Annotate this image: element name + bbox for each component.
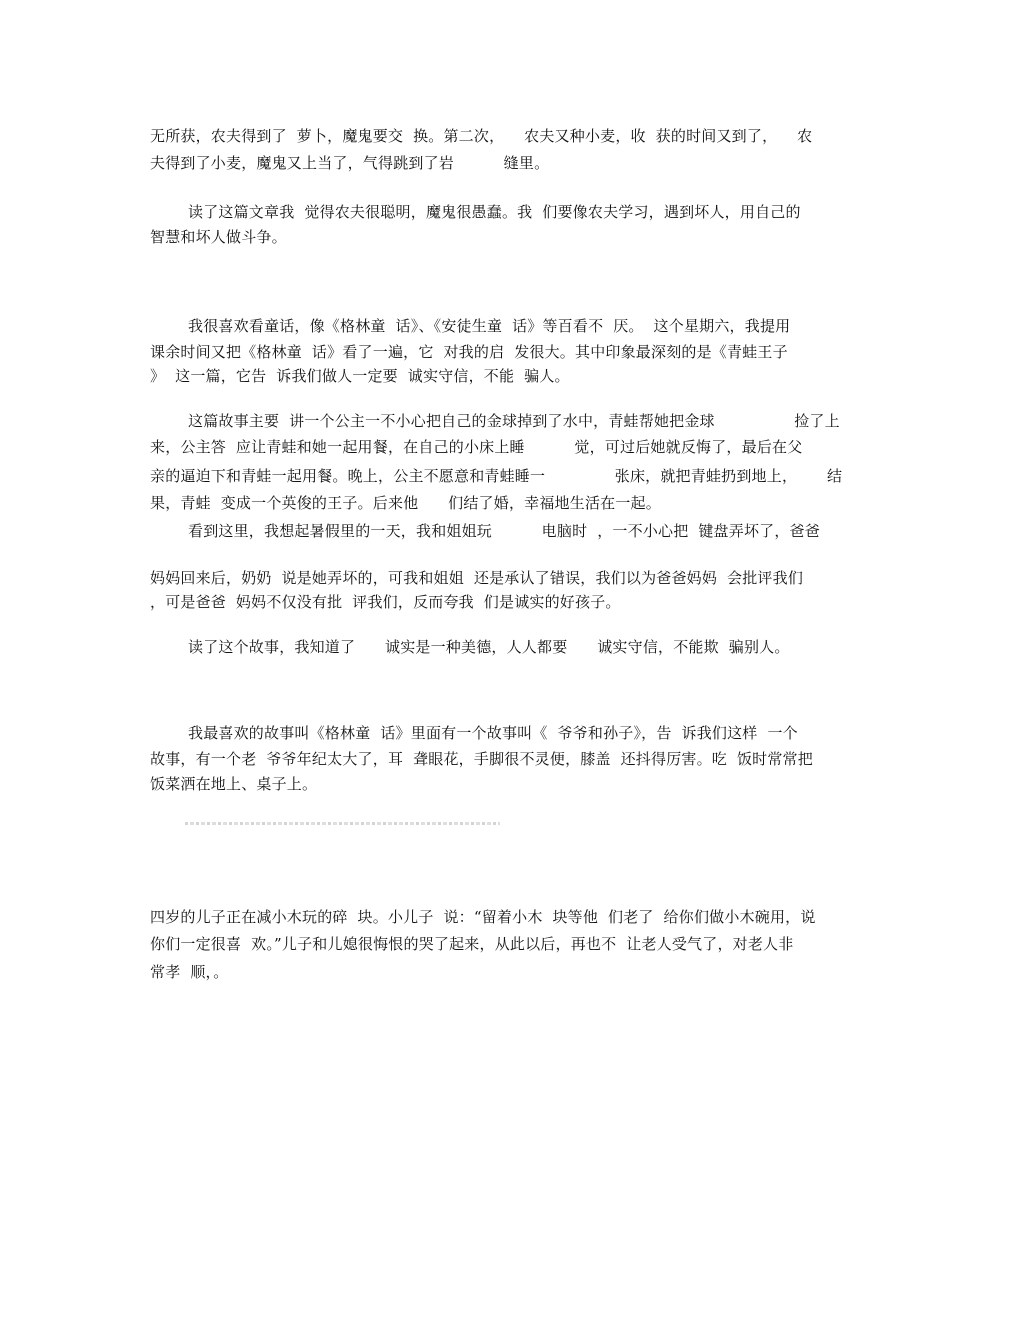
- text-line: 妈妈回来后，奶奶 说是她弄坏的，可我和姐姐 还是承认了错误，我们以为爸爸妈妈 会批评我们: [150, 569, 804, 587]
- text-line: 果，青蛙 变成一个英俊的王子。后来他 们结了婚，幸福地生活在一起。: [150, 494, 661, 512]
- text-line: 读了这篇文章我 觉得农夫很聪明，魔鬼很愚蠢。我 们要像农夫学习，遇到坏人，用自己的: [188, 203, 801, 221]
- text-line: 饭菜洒在地上、桌子上。: [150, 775, 318, 793]
- text-line: 故事，有一个老 爷爷年纪太大了，耳 聋眼花，手脚很不灵便，膝盖 还抖得厉害。吃 饭时常常把: [150, 750, 813, 768]
- text-line: 这篇故事主要 讲一个公主一不小心把自己的金球掉到了水中，青蛙帮她把金球 捡了上: [188, 412, 840, 430]
- text-line: 亲的逼迫下和青蛙一起用餐。晚上，公主不愿意和青蛙睡一 张床，就把青蛙扔到地上， 结: [150, 467, 843, 485]
- text-line: ，可是爸爸 妈妈不仅没有批 评我们，反而夸我 们是诚实的好孩子。: [150, 593, 621, 611]
- text-line: 四岁的儿子正在减小木玩的碎 块。小儿子 说：“留着小木 块等他 们老了 给你们做小木碗用，说: [150, 908, 816, 926]
- text-line: 》 这一篇，它告 诉我们做人一定要 诚实守信，不能 骗人。: [150, 367, 570, 385]
- text-line: 我最喜欢的故事叫《格林童 话》里面有一个故事叫《 爷爷和孙子》，告 诉我们这样 一个: [188, 724, 798, 742]
- faint-text-artifact: [185, 822, 500, 825]
- text-line: 我很喜欢看童话，像《格林童 话》、《安徒生童 话》等百看不 厌。 这个星期六，我提用: [188, 317, 791, 335]
- text-line: 夫得到了小麦，魔鬼又上当了，气得跳到了岩 缝里。: [150, 154, 550, 172]
- text-line: 常孝 顺，。: [150, 963, 229, 981]
- text-line: 读了这个故事，我知道了 诚实是一种美德，人人都要 诚实守信，不能欺 骗别人。: [188, 638, 790, 656]
- text-line: 来，公主答 应让青蛙和她一起用餐，在自己的小床上睡 觉，可过后她就反悔了，最后在父: [150, 438, 803, 456]
- text-line: 无所获，农夫得到了 萝卜，魔鬼要交 换。第二次， 农夫又种小麦，收 获的时间又到了， 农: [150, 127, 813, 145]
- text-line: 你们一定很喜 欢。”儿子和儿媳很悔恨的哭了起来，从此以后，再也不 让老人受气了，对老人非: [150, 935, 794, 953]
- text-line: 课余时间又把《格林童 话》看了一遍，它 对我的启 发很大。其中印象最深刻的是《青蛙王子: [150, 343, 788, 361]
- text-line: 看到这里，我想起暑假里的一天，我和姐姐玩 电脑时 ，一不小心把 键盘弄坏了，爸爸: [188, 522, 820, 540]
- text-line: 智慧和坏人做斗争。: [150, 228, 287, 246]
